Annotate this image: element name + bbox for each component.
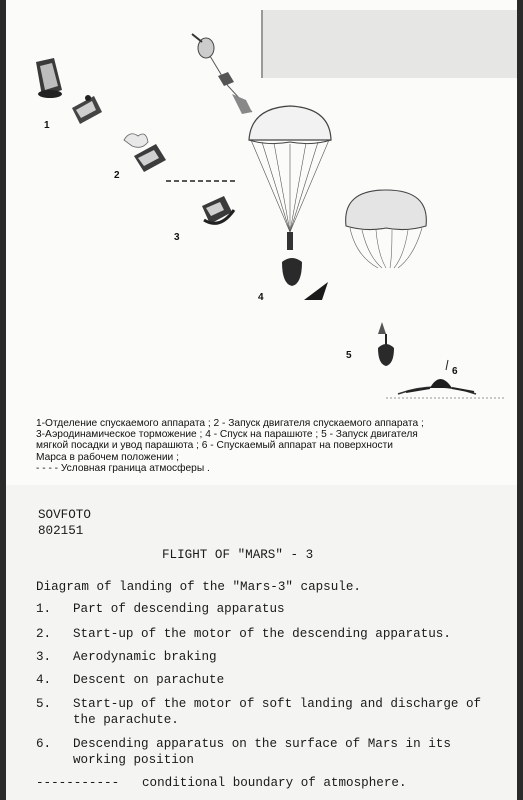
stage-4-main-parachute [249,106,331,300]
landing-sequence-drawing [6,0,517,485]
list-item-text: Aerodynamic braking [73,650,217,664]
list-item-text: Start-up of the motor of soft landing and discharge of [73,697,482,711]
photo-number: 802151 [38,524,84,538]
stage-number-5: 5 [346,350,352,361]
document-title: FLIGHT OF "MARS" - 3 [162,548,314,562]
stage-1-separation-capsule [36,58,102,124]
caption-line: 3-Аэродинамическое торможение ; 4 - Спуск на парашюте ; 5 - Запуск двигателя [36,429,418,441]
list-item-number: 4. [36,673,52,687]
list-item-text-continued: the parachute. [73,713,179,727]
stage-number-4: 4 [258,292,264,303]
list-item-number: 6. [36,737,52,751]
list-item-number: 5. [36,697,52,711]
caption-line: мягкой посадки и увод парашюта ; 6 - Спускаемый аппарат на поверхности [36,440,393,452]
list-item-text: Start-up of the motor of the descending apparatus. [73,627,451,641]
caption-line: - - - - Условная граница атмосферы . [36,462,210,474]
illustration-panel [6,0,517,485]
caption-line: Марса в рабочем положении ; [36,451,179,463]
list-item-number: 3. [36,650,52,664]
caption-line: 1-Отделение спускаемого аппарата ; 2 - Запуск двигателя спускаемого аппарата ; [36,418,424,429]
stage-5-soft-landing-start [378,322,394,366]
list-item-number: 2. [36,627,52,641]
stage-number-1: 1 [44,120,50,131]
boundary-dashes: ----------- [36,776,120,790]
stage-number-6: 6 [452,366,458,377]
drogue-parachute [192,34,252,114]
stage-6-lander-on-surface [386,360,506,398]
intro-line: Diagram of landing of the "Mars-3" capsule. [36,580,361,594]
boundary-legend-text: conditional boundary of atmosphere. [142,776,407,790]
released-parachute [346,190,427,268]
stage-2-motor-start [124,134,166,172]
stage-number-2: 2 [114,170,120,181]
stage-number-3: 3 [174,232,180,243]
document-sheet [6,0,517,800]
list-item-text: Descending apparatus on the surface of Mars in its [73,737,451,751]
list-item-text-continued: working position [73,753,194,767]
russian-caption [36,418,506,474]
list-item-number: 1. [36,602,52,616]
list-item-text: Descent on parachute [73,673,225,687]
list-item-text: Part of descending apparatus [73,602,285,616]
stage-3-aerobraking-capsule [202,196,234,224]
agency-name: SOVFOTO [38,508,91,522]
